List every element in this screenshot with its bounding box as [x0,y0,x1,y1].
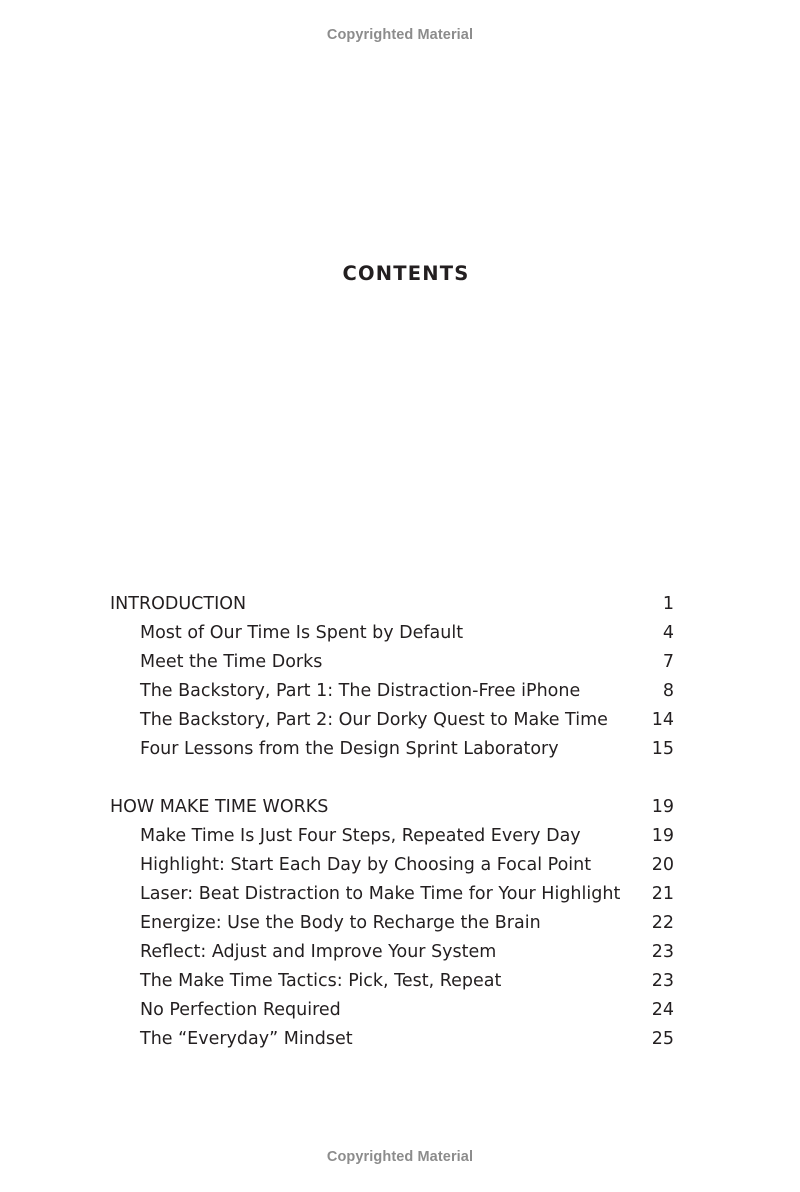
toc-page-number: 25 [651,1029,674,1049]
toc-entry-title: The “Everyday” Mindset [140,1029,353,1049]
toc-page-number: 24 [651,1000,674,1020]
toc-entry[interactable] [110,739,674,768]
toc-entry-title: Make Time Is Just Four Steps, Repeated Every Day [140,826,581,846]
toc-entry-title: The Backstory, Part 2: Our Dorky Quest to Make Time [140,710,608,730]
toc-entry[interactable] [110,826,674,855]
toc-entry[interactable] [110,913,674,942]
toc-section-title: HOW MAKE TIME WORKS [110,797,329,817]
toc-page-number: 14 [651,710,674,730]
table-of-contents [110,594,674,1058]
toc-page-number: 21 [651,884,674,904]
toc-page-number: 1 [662,594,674,614]
toc-entry-title: Most of Our Time Is Spent by Default [140,623,464,643]
toc-entry[interactable] [110,681,674,710]
toc-section-introduction [110,594,674,768]
toc-entry[interactable] [110,884,674,913]
toc-entry-title: No Perfection Required [140,1000,341,1020]
toc-entry-title: Highlight: Start Each Day by Choosing a Focal Point [140,855,592,875]
toc-page-number: 23 [651,971,674,991]
toc-section-how-make-time-works [110,797,674,1058]
toc-entry-title: The Make Time Tactics: Pick, Test, Repeat [140,971,502,991]
toc-page-number: 20 [651,855,674,875]
toc-entry[interactable] [110,971,674,1000]
toc-page-number: 19 [651,826,674,846]
toc-page-number: 19 [651,797,674,817]
toc-section-title: INTRODUCTION [110,594,247,614]
toc-entry-title: Energize: Use the Body to Recharge the Brain [140,913,541,933]
toc-entry[interactable] [110,652,674,681]
toc-section-row[interactable] [110,797,674,826]
toc-page-number: 23 [651,942,674,962]
toc-entry[interactable] [110,942,674,971]
toc-entry-title: Meet the Time Dorks [140,652,323,672]
toc-entry[interactable] [110,710,674,739]
copyright-watermark-bottom: Copyrighted Material [326,1149,474,1165]
toc-entry[interactable] [110,1000,674,1029]
toc-entry-title: Laser: Beat Distraction to Make Time for Your Highlight [140,884,621,904]
contents-heading: CONTENTS [342,262,470,285]
toc-page-number: 15 [651,739,674,759]
toc-entry-title: Four Lessons from the Design Sprint Laboratory [140,739,559,759]
copyright-watermark-top: Copyrighted Material [326,27,474,43]
toc-entry-title: The Backstory, Part 1: The Distraction-Free iPhone [140,681,581,701]
toc-entry[interactable] [110,1029,674,1058]
toc-entry[interactable] [110,623,674,652]
toc-entry-title: Reflect: Adjust and Improve Your System [140,942,497,962]
toc-entry[interactable] [110,855,674,884]
toc-page-number: 8 [662,681,674,701]
toc-section-row[interactable] [110,594,674,623]
toc-page-number: 4 [662,623,674,643]
toc-page-number: 22 [651,913,674,933]
toc-page-number: 7 [662,652,674,672]
